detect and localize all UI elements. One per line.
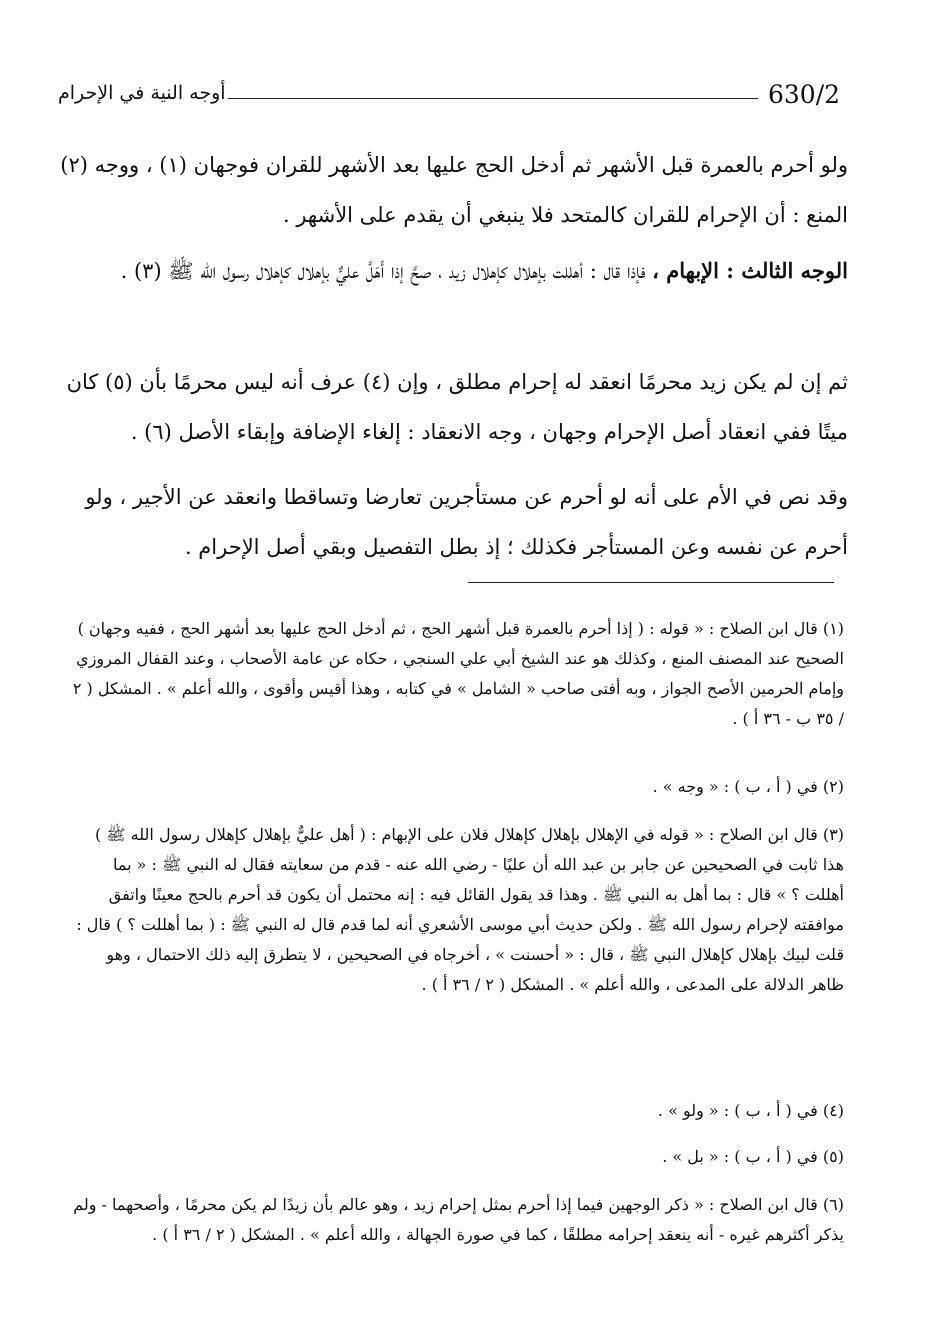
footnote-text: (١) قال ابن الصلاح : « قوله : ( إذا أحرم بالعمرة قبل أشهر الحج ، ثم أدخل الحج عليها بعد أشهر الحج ، ففيه وجهان ) الصحيح عند المصنف المنع ، وكذلك هو عند الشيخ أبي علي السنجي ، حكاه عن عامة الأصحاب ، وعند القفال المروزي وإمام الحرمين الأصح الجواز ، وبه أفتى صاحب « الشامل » في كتابه ، وهذا أقيس وأقوى ، والله أعلم » . المشكل ( ٢ / ٣٥ ب - ٣٦ أ ) . bbox=[72, 619, 844, 728]
body-paragraph-3 bbox=[58, 357, 848, 457]
body-paragraph-1 bbox=[58, 140, 848, 240]
footnote-1 bbox=[70, 614, 844, 734]
footnote-text: (٦) قال ابن الصلاح : « ذكر الوجهين فيما إذا أحرم بمثل إحرام زيد ، وهو عالم بأن زيدًا لم يكن محرمًا ، وأصحهما - ولم يذكر أكثرهم غيره - أنه ينعقد إحرامه مطلقًا ، كما في صورة الجهالة ، والله أعلم » . المشكل ( ٢ / ٣٦ أ ) . bbox=[73, 1195, 844, 1244]
footnote-text: (٣) قال ابن الصلاح : « قوله في الإهلال بإهلال كإهلال فلان على الإبهام : ( أهل عليٌّ بإهلال كإهلال رسول الله ﷺ ) هذا ثابت في الصحيحين عن جابر بن عبد الله أن عليًا - رضي الله عنه - قدم من سعايته فقال له النبي ﷺ : « بما أهللت ؟ » قال : بما أهل به النبي ﷺ . وهذا قد يقول القائل فيه : إنه محتمل أن يكون قد أحرم بالحج معينًا واتفق موافقته لإحرام رسول الله ﷺ . ولكن حديث أبي موسى الأشعري أنه لما قدم قال له النبي ﷺ : ( بما أهللت ؟ ) قال : قلت لبيك بإهلال كإهلال النبي ﷺ ، قال : « أحسنت » ، أخرجاه في الصحيحين ، لا يتطرق إليه ذلك الاحتمال ، وهو ظاهر الدلالة على المدعى ، والله أعلم » . المشكل ( ٢ / ٣٦ أ ) . bbox=[76, 825, 844, 994]
footnote-text: (٢) في ( أ ، ب ) : « وجه » . bbox=[652, 777, 844, 796]
paragraph-text: وقد نص في الأم على أنه لو أحرم عن مستأجرين تعارضا وتساقطا وانعقد عن الأجير ، ولو أحرم عن نفسه وعن المستأجر فكذلك ؛ إذ بطل التفصيل وبقي أصل الإحرام . bbox=[85, 485, 848, 559]
page-number: 630/2 bbox=[768, 80, 841, 109]
footnote-5 bbox=[70, 1142, 844, 1172]
running-title: أوجه النية في الإحرام bbox=[58, 82, 226, 104]
paragraph-text: ثم إن لم يكن زيد محرمًا انعقد له إحرام مطلق ، وإن (٤) عرف أنه ليس محرمًا بأن (٥) كان ميتًا ففي انعقاد أصل الإحرام وجهان ، وجه الانعقاد : إلغاء الإضافة وإبقاء الأصل (٦) . bbox=[66, 370, 848, 444]
section-heading: الوجه الثالث : الإبهام ، bbox=[652, 258, 848, 283]
body-paragraph-2 bbox=[58, 246, 848, 296]
footnote-6 bbox=[70, 1190, 844, 1250]
footnote-separator bbox=[468, 582, 834, 583]
body-paragraph-4 bbox=[58, 472, 848, 572]
footnote-text: (٥) في ( أ ، ب ) : « بل » . bbox=[662, 1147, 844, 1166]
footnote-2 bbox=[70, 772, 844, 802]
footnote-3 bbox=[70, 820, 844, 1000]
paragraph-text: ولو أحرم بالعمرة قبل الأشهر ثم أدخل الحج عليها بعد الأشهر للقران فوجهان (١) ، ووجه (٢) المنع : أن الإحرام للقران كالمتحد فلا ينبغي أن يقدم على الأشهر . bbox=[60, 153, 848, 227]
paragraph-text bbox=[58, 246, 848, 296]
header-rule bbox=[228, 98, 758, 99]
paragraph-text-rest: فإذا قال : أهللت بإهلال كإهلال زيد ، صحَّ إذا أَهَلَّ عليٌّ بإهلال كإهلال رسول الله ﷺ (٣) . bbox=[120, 259, 653, 283]
page-header bbox=[58, 78, 844, 118]
footnote-text: (٤) في ( أ ، ب ) : « ولو » . bbox=[657, 1101, 844, 1120]
footnote-4 bbox=[70, 1096, 844, 1126]
